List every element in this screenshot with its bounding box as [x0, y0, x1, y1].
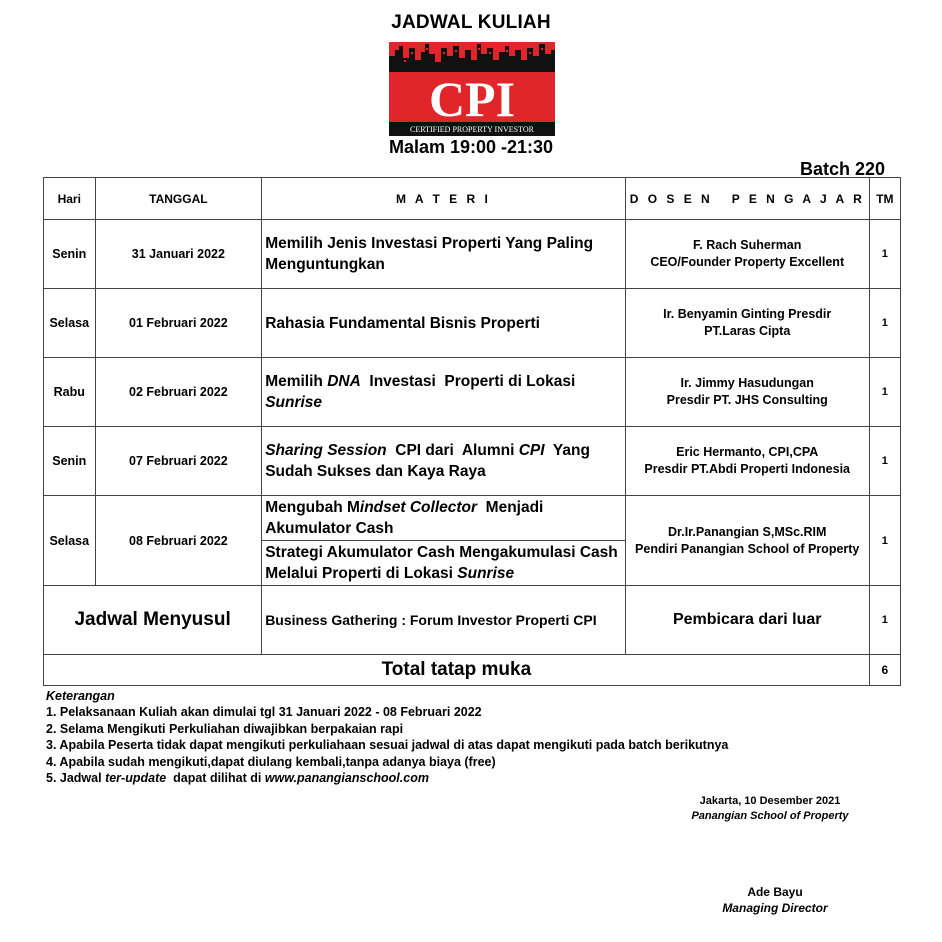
row-tm: 1 [869, 496, 900, 586]
document-title: JADWAL KULIAH [391, 12, 551, 33]
table-row [44, 427, 901, 496]
total-row [44, 655, 901, 686]
note-item: 1. Pelaksanaan Kuliah akan dimulai tgl 31 Januari 2022 - 08 Februari 2022 [46, 705, 482, 720]
row-hari: Selasa [44, 496, 96, 586]
row-materi: Memilih DNA Investasi Properti di Lokasi Sunrise [262, 358, 626, 427]
row-dosen: Ir. Jimmy Hasudungan Presdir PT. JHS Consulting [625, 358, 869, 427]
header-tanggal: TANGGAL [95, 178, 262, 220]
schedule-table [43, 177, 901, 686]
logo-text: CPI [428, 71, 516, 127]
total-label: Total tatap muka [44, 655, 870, 686]
row-dosen: Pembicara dari luar [625, 586, 869, 655]
signature-block [690, 884, 860, 916]
table-row [44, 220, 901, 289]
header-dosen: D O S E N P E N G A J A R [625, 178, 869, 220]
table-row [44, 586, 901, 655]
row-tanggal: 01 Februari 2022 [95, 289, 262, 358]
signature-place [640, 794, 900, 824]
row-materi: Rahasia Fundamental Bisnis Properti [262, 289, 626, 358]
place-date: Jakarta, 10 Desember 2021 [699, 795, 841, 807]
signer-role: Managing Director [722, 901, 828, 915]
row-tm: 1 [869, 220, 900, 289]
website-link[interactable]: www.panangianschool.com [264, 771, 429, 786]
row-hari: Rabu [44, 358, 96, 427]
row-dosen: F. Rach Suherman CEO/Founder Property Excellent [625, 220, 869, 289]
row-hari: Selasa [44, 289, 96, 358]
row-materi: Sharing Session CPI dari Alumni CPI Yang Sudah Sukses dan Kaya Raya [262, 427, 626, 496]
batch-label: Batch 220 [800, 159, 886, 179]
header-hari: Hari [44, 178, 96, 220]
note-item: 4. Apabila sudah mengikuti,dapat diulang kembali,tanpa adanya biaya (free) [46, 754, 496, 769]
table-row [44, 289, 901, 358]
row-dosen: Dr.Ir.Panangian S,MSc.RIM Pendiri Panangian School of Property [625, 496, 869, 586]
row-materi: Memilih Jenis Investasi Properti Yang Paling Menguntungkan [262, 220, 626, 289]
row-tm: 1 [869, 427, 900, 496]
row-hari: Senin [44, 220, 96, 289]
total-value: 6 [869, 655, 900, 686]
cpi-logo [389, 42, 555, 136]
row-tanggal: 31 Januari 2022 [95, 220, 262, 289]
notes-heading: Keterangan [46, 689, 115, 703]
note-item: 2. Selama Mengikuti Perkuliahan diwajibkan berpakaian rapi [46, 721, 404, 736]
row-tm: 1 [869, 586, 900, 655]
row-tm: 1 [869, 289, 900, 358]
header-tm: TM [869, 178, 900, 220]
table-row [44, 358, 901, 427]
row-materi: Mengubah Mindset Collector Menjadi Akumulator Cash [262, 496, 626, 541]
row-dosen: Eric Hermanto, CPI,CPA Presdir PT.Abdi Properti Indonesia [625, 427, 869, 496]
row-materi: Business Gathering : Forum Investor Properti CPI [262, 586, 626, 655]
row-tanggal: 08 Februari 2022 [95, 496, 262, 586]
row-tanggal: 02 Februari 2022 [95, 358, 262, 427]
logo-subtitle: CERTIFIED PROPERTY INVESTOR [410, 125, 534, 134]
notes-section [46, 688, 728, 786]
table-row [44, 496, 901, 541]
note-item: 5. Jadwal ter-update dapat dilihat di www.panangianschool.com [46, 771, 429, 786]
row-tanggal: 07 Februari 2022 [95, 427, 262, 496]
header-materi: M A T E R I [262, 178, 626, 220]
organization: Panangian School of Property [691, 810, 849, 822]
table-header-row [44, 178, 901, 220]
row-materi: Strategi Akumulator Cash Mengakumulasi Cash Melalui Properti di Lokasi Sunrise [262, 541, 626, 586]
signer-name: Ade Bayu [747, 885, 803, 899]
note-item: 3. Apabila Peserta tidak dapat mengikuti perkuliahaan sesuai jadwal di atas dapat mengikuti pada batch berikutnya [46, 738, 729, 753]
row-hari: Senin [44, 427, 96, 496]
session-time: Malam 19:00 -21:30 [388, 137, 554, 157]
row-tm: 1 [869, 358, 900, 427]
row-dosen: Ir. Benyamin Ginting Presdir PT.Laras Cipta [625, 289, 869, 358]
row-jadwal-menyusul: Jadwal Menyusul [44, 586, 262, 655]
